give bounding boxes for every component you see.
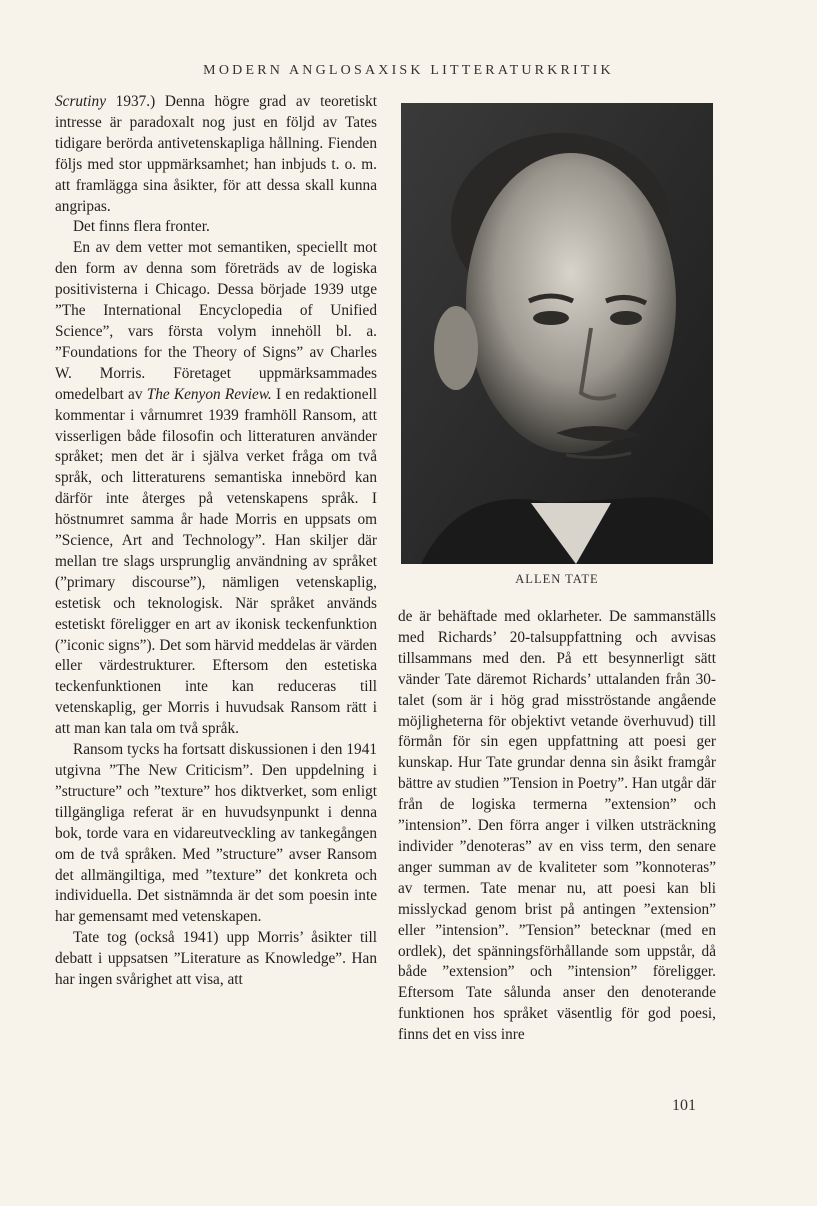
- paragraph: Det finns flera fronter.: [73, 218, 210, 236]
- paragraph: [55, 238, 377, 740]
- portrait-illustration: [401, 103, 713, 564]
- journal-title: Scrutiny: [55, 93, 106, 110]
- paragraph-text: En av dem vetter mot semantiken, speciellt mot den form av denna som företräds av de logiska positivisterna i Chicago. Dessa började 1939 utge ”The International Encyclopedia of Unified Science”, vars första volym innehöll bl. a. ”Foundations for the Theory of Signs” av Charles W. Morris. Företaget uppmärksammades omedelbart av: [55, 239, 377, 403]
- running-header: MODERN ANGLOSAXISK LITTERATURKRITIK: [203, 63, 614, 78]
- paragraph-text: 1937.) Denna högre grad av teoretiskt intresse är paradoxalt nog just en följd av Tates tidigare berörda antivetenskapliga hållning. Fienden följs med stor uppmärksamhet; han inbjuds t. o. m. att framlägga sina åsikter, för att dessa skall kunna angripas.: [55, 93, 377, 215]
- right-column: [398, 607, 716, 1046]
- photo-caption: ALLEN TATE: [515, 572, 599, 586]
- paragraph: de är behäftade med oklarheter. De sammanställs med Richards’ 20-talsuppfattning och avvisas tillsammans med den. På ett besynnerligt sätt vänder Tate däremot Richards’ uttalanden från 30-talet (som är i hög grad misströstande angående möjligheterna för objektivt vetande överhuvud) till förmån för sin egen uppfattning att poesi ger kunskap. Hur Tate grundar denna sin åsikt framgår bättre av studien ”Tension in Poetry”. Han utgår där från de logiska termerna ”extension” och ”intension”. Den förra anger i vilken utsträckning individer ”denoteras” av en viss term, den senare anger summan av de kvaliteter som ”konnoteras” av termen. Tate menar nu, att poesi kan bli misslyckad genom brist på antingen ”extension” eller ”intension”. ”Tension” betecknar (med en ordlek), det spänningsförhållande som uppstår, då både ”extension” och ”intension” föreligger. Eftersom Tate sålunda anser den denoterande funktionen hos språket väsentlig för god poesi, finns det en viss inre: [398, 608, 716, 1044]
- page-number: 101: [672, 1097, 696, 1114]
- paragraph: Tate tog (också 1941) upp Morris’ åsikter till debatt i uppsatsen ”Literature as Knowledge”. Han har ingen svårighet att visa, att: [55, 929, 377, 989]
- paragraph-text: I en redaktionell kommentar i vårnumret 1939 framhöll Ransom, att visserligen både filosofin och litteraturen använder språket; men det är i själva verket fråga om två språk, och litteraturens semantiska innebörd kan därför inte återges på vetenskapens språk. I höstnumret samma år hade Morris en uppsats om ”Science, Art and Technology”. Han skiljer där mellan tre slags ursprunglig användning av språket (”primary discourse”), nämligen vetenskaplig, estetisk och teknologisk. När språket används estetiskt föreligger en art av ikonisk teckenfunktion (”iconic signs”). Det som härvid meddelas är värden eller värdestrukturer. Eftersom den estetiska teckenfunktionen inte kan reduceras till vetenskaplig, ger Morris i huvudsak Ransom rätt i att man kan tala om två språk.: [55, 385, 377, 738]
- journal-title: The Kenyon Review.: [146, 385, 272, 403]
- left-column: [55, 92, 377, 991]
- paragraph: [55, 92, 377, 217]
- portrait-photo: [401, 103, 713, 564]
- paragraph: Ransom tycks ha fortsatt diskussionen i den 1941 utgivna ”The New Criticism”. Den uppdelning i ”structure” och ”texture” hos diktverket, som enligt tillgängliga referat är en huvudsynpunkt i denna bok, torde vara en vidareutveckling av tankegången om de två språken. Med ”structure” avser Ransom det allmängiltiga, med ”texture” det konkreta och individuella. Det sistnämnda är det som poesin inte har gemensamt med vetenskapen.: [55, 741, 377, 926]
